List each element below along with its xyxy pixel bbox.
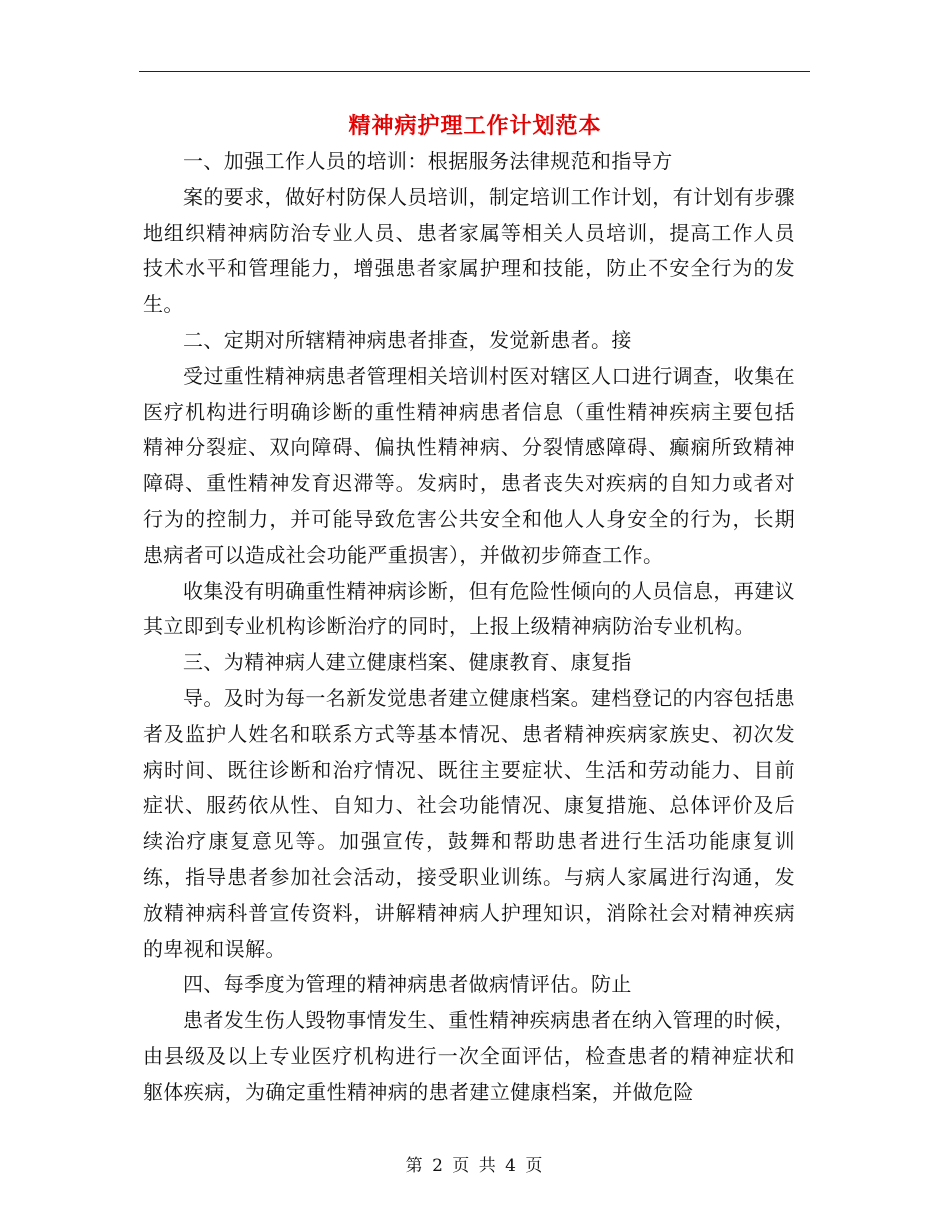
- paragraph-6: 三、为精神病人建立健康档案、健康教育、康复指: [183, 650, 632, 675]
- paragraph-5: 收集没有明确重性精神病诊断，但有危险性倾向的人员信息，再建议其立即到专业机构诊断治疗的同时，上报上级精神病防治专业机构。: [143, 578, 795, 639]
- paragraph-2: 案的要求，做好村防保人员培训，制定培训工作计划，有计划有步骤地组织精神病防治专业人员、患者家属等相关人员培训，提高工作人员技术水平和管理能力，增强患者家属护理和技能，防止不安全行为的发生。: [143, 184, 795, 317]
- paragraph-3: 二、定期对所辖精神病患者排查，发觉新患者。接: [183, 327, 632, 352]
- paragraph-9: 患者发生伤人毁物事情发生、重性精神疾病患者在纳入管理的时候，由县级及以上专业医疗机构进行一次全面评估，检查患者的精神症状和躯体疾病，为确定重性精神病的患者建立健康档案，并做危险: [143, 1008, 795, 1104]
- paragraph-1: 一、加强工作人员的培训：根据服务法律规范和指导方: [183, 149, 673, 173]
- paragraph-4: 受过重性精神病患者管理相关培训村医对辖区人口进行调查，收集在医疗机构进行明确诊断的重性精神病患者信息（重性精神疾病主要包括精神分裂症、双向障碍、偏执性精神病、分裂情感障碍、癫痫所致精神障碍、重性精神发育迟滞等。发病时，患者丧失对疾病的自知力或者对行为的控制力，并可能导致危害公共安全和他人人身安全的行为，长期患病者可以造成社会功能严重损害），并做初步筛查工作。: [143, 363, 795, 567]
- document-body: [143, 144, 795, 1111]
- paragraph-7: 导。及时为每一名新发觉患者建立健康档案。建档登记的内容包括患者及监护人姓名和联系方式等基本情况、患者精神疾病家族史、初次发病时间、既往诊断和治疗情况、既往主要症状、生活和劳动能力、目前症状、服药依从性、自知力、社会功能情况、康复措施、总体评价及后续治疗康复意见等。加强宣传，鼓舞和帮助患者进行生活功能康复训练，指导患者参加社会活动，接受职业训练。与病人家属进行沟通，发放精神病科普宣传资料，讲解精神病人护理知识，消除社会对精神疾病的卑视和误解。: [143, 685, 795, 961]
- page-number-footer: 第 2 页 共 4 页: [405, 1156, 545, 1176]
- document-title: 精神病护理工作计划范本: [348, 113, 602, 139]
- paragraph-8: 四、每季度为管理的精神病患者做病情评估。防止: [183, 972, 632, 997]
- header-rule: [139, 71, 810, 72]
